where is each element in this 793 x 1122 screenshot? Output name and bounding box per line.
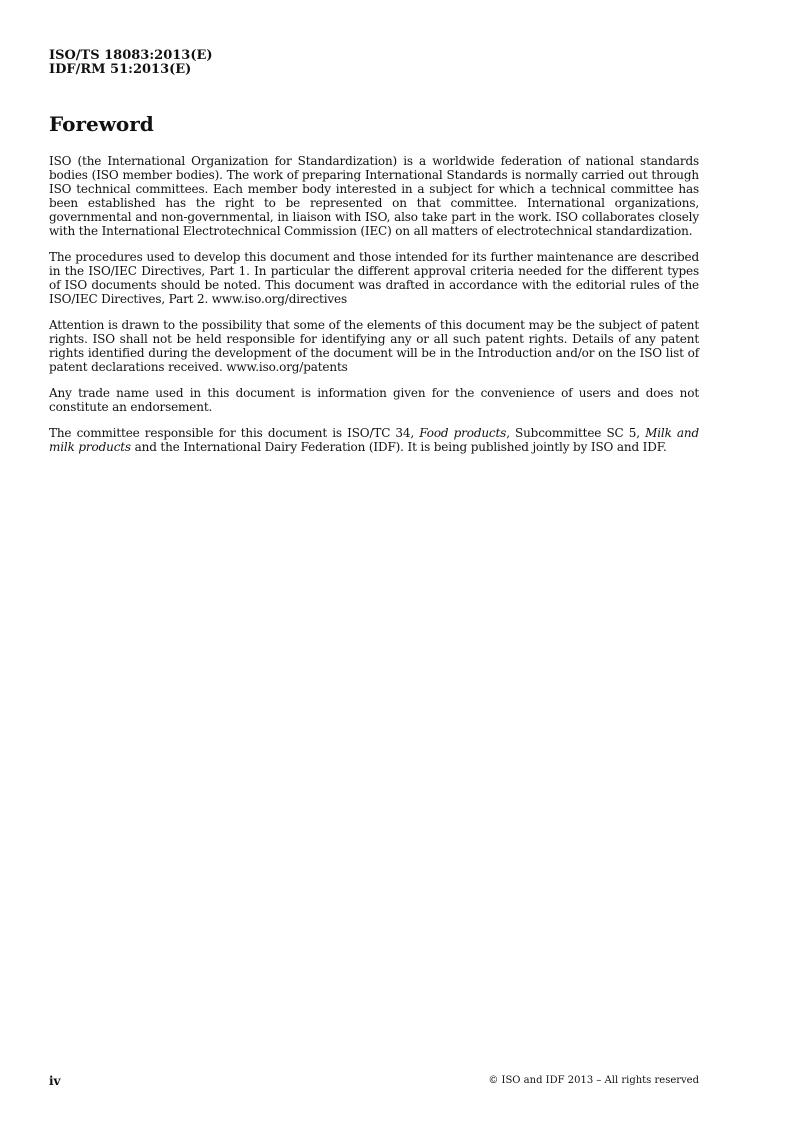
document-header	[49, 49, 213, 77]
page-number: iv	[49, 1074, 61, 1088]
committee-food-products: Food products	[419, 426, 507, 440]
paragraph-patent-rights: Attention is drawn to the possibility that some of the elements of this document may be the subject of patent rights. ISO shall not be held responsible for identifying any or all such patent rights. Details of any patent rights identified during the development of the document will be in the Introduction and/or on the ISO list of patent declarations received. www.iso.org/patents	[49, 318, 699, 374]
paragraph-procedures: The procedures used to develop this document and those intended for its further maintenance are described in the ISO/IEC Directives, Part 1. In particular the different approval criteria needed for the different types of ISO documents should be noted. This document was drafted in accordance with the editorial rules of the ISO/IEC Directives, Part 2. www.iso.org/directives	[49, 250, 699, 306]
committee-text-1: The committee responsible for this document is ISO/TC 34,	[49, 426, 420, 440]
committee-text-3: and the International Dairy Federation (IDF). It is being published jointly by ISO and IDF.	[130, 440, 667, 454]
page-title: Foreword	[49, 112, 154, 136]
paragraph-committee	[49, 426, 699, 454]
committee-milk-products: Milk and milk products	[49, 426, 700, 454]
paragraph-trade-name: Any trade name used in this document is information given for the convenience of users and does not constitute an endorsement.	[49, 386, 699, 414]
committee-text-2: , Subcommittee SC 5,	[506, 426, 646, 440]
document-id-iso: ISO/TS 18083:2013(E)	[49, 48, 213, 63]
document-id-idf: IDF/RM 51:2013(E)	[49, 62, 192, 77]
copyright-notice: © ISO and IDF 2013 – All rights reserved	[488, 1075, 699, 1086]
paragraph-iso-intro: ISO (the International Organization for Standardization) is a worldwide federation of national standards bodies (ISO member bodies). The work of preparing International Standards is normally carried out through ISO technical committees. Each member body interested in a subject for which a technical committee has been established has the right to be represented on that committee. International organizations, governmental and non-governmental, in liaison with ISO, also take part in the work. ISO collaborates closely with the International Electrotechnical Commission (IEC) on all matters of electrotechnical standardization.	[49, 154, 699, 238]
foreword-body	[49, 154, 699, 466]
